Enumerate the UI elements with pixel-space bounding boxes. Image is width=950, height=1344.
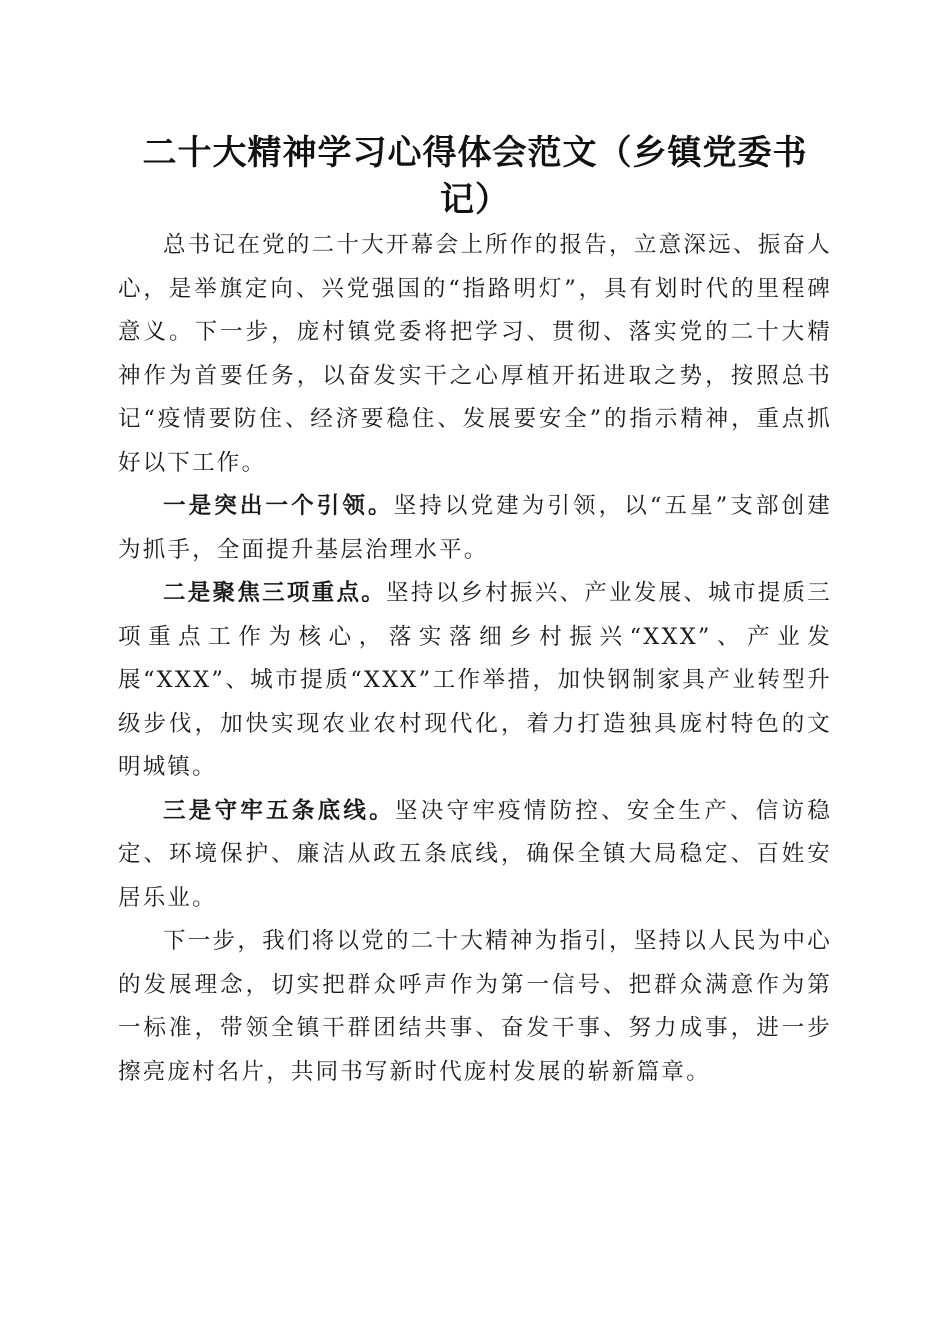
paragraph-text: 坚持以乡村振兴、产业发展、城市提质三项重点工作为核心，落实落细乡村振兴“XXX”、产业发展“XXX”、城市提质“XXX”工作举措，加快钢制家具产业转型升级步伐，加快实现农业农村现代化，着力打造独具庞村特色的文明城镇。 xyxy=(118,580,832,780)
paragraph-lead: 三是守牢五条底线。 xyxy=(163,797,395,824)
paragraph-lead: 一是突出一个引领。 xyxy=(163,493,394,519)
point-two-paragraph xyxy=(118,572,832,790)
closing-paragraph xyxy=(118,920,832,1094)
paragraph-text: 坚持以党建为引领，以“五星”支部创建为抓手，全面提升基层治理水平。 xyxy=(118,493,832,563)
paragraph-text: 下一步，我们将以党的二十大精神为指引，坚持以人民为中心的发展理念，切实把群众呼声作为第一信号、把群众满意作为第一标准，带领全镇干群团结共事、奋发干事、努力成事，进一步擦亮庞村名片，共同书写新时代庞村发展的崭新篇章。 xyxy=(118,928,832,1085)
intro-paragraph xyxy=(118,224,832,485)
document-body xyxy=(118,224,832,1094)
document-page xyxy=(118,130,832,1094)
paragraph-lead: 二是聚焦三项重点。 xyxy=(163,580,387,606)
paragraph-text: 总书记在党的二十大开幕会上所作的报告，立意深远、振奋人心，是举旗定向、兴党强国的“指路明灯”，具有划时代的里程碑意义。下一步，庞村镇党委将把学习、贯彻、落实党的二十大精神作为首要任务，以奋发实干之心厚植开拓进取之势，按照总书记“疫情要防住、经济要稳住、发展要安全”的指示精神，重点抓好以下工作。 xyxy=(118,232,832,476)
point-one-paragraph xyxy=(118,485,832,572)
document-title: 二十大精神学习心得体会范文（乡镇党委书记） xyxy=(142,133,808,220)
paragraph-text: 坚决守牢疫情防控、安全生产、信访稳定、环境保护、廉洁从政五条底线，确保全镇大局稳定、百姓安居乐业。 xyxy=(118,797,832,911)
point-three-paragraph xyxy=(118,790,832,921)
